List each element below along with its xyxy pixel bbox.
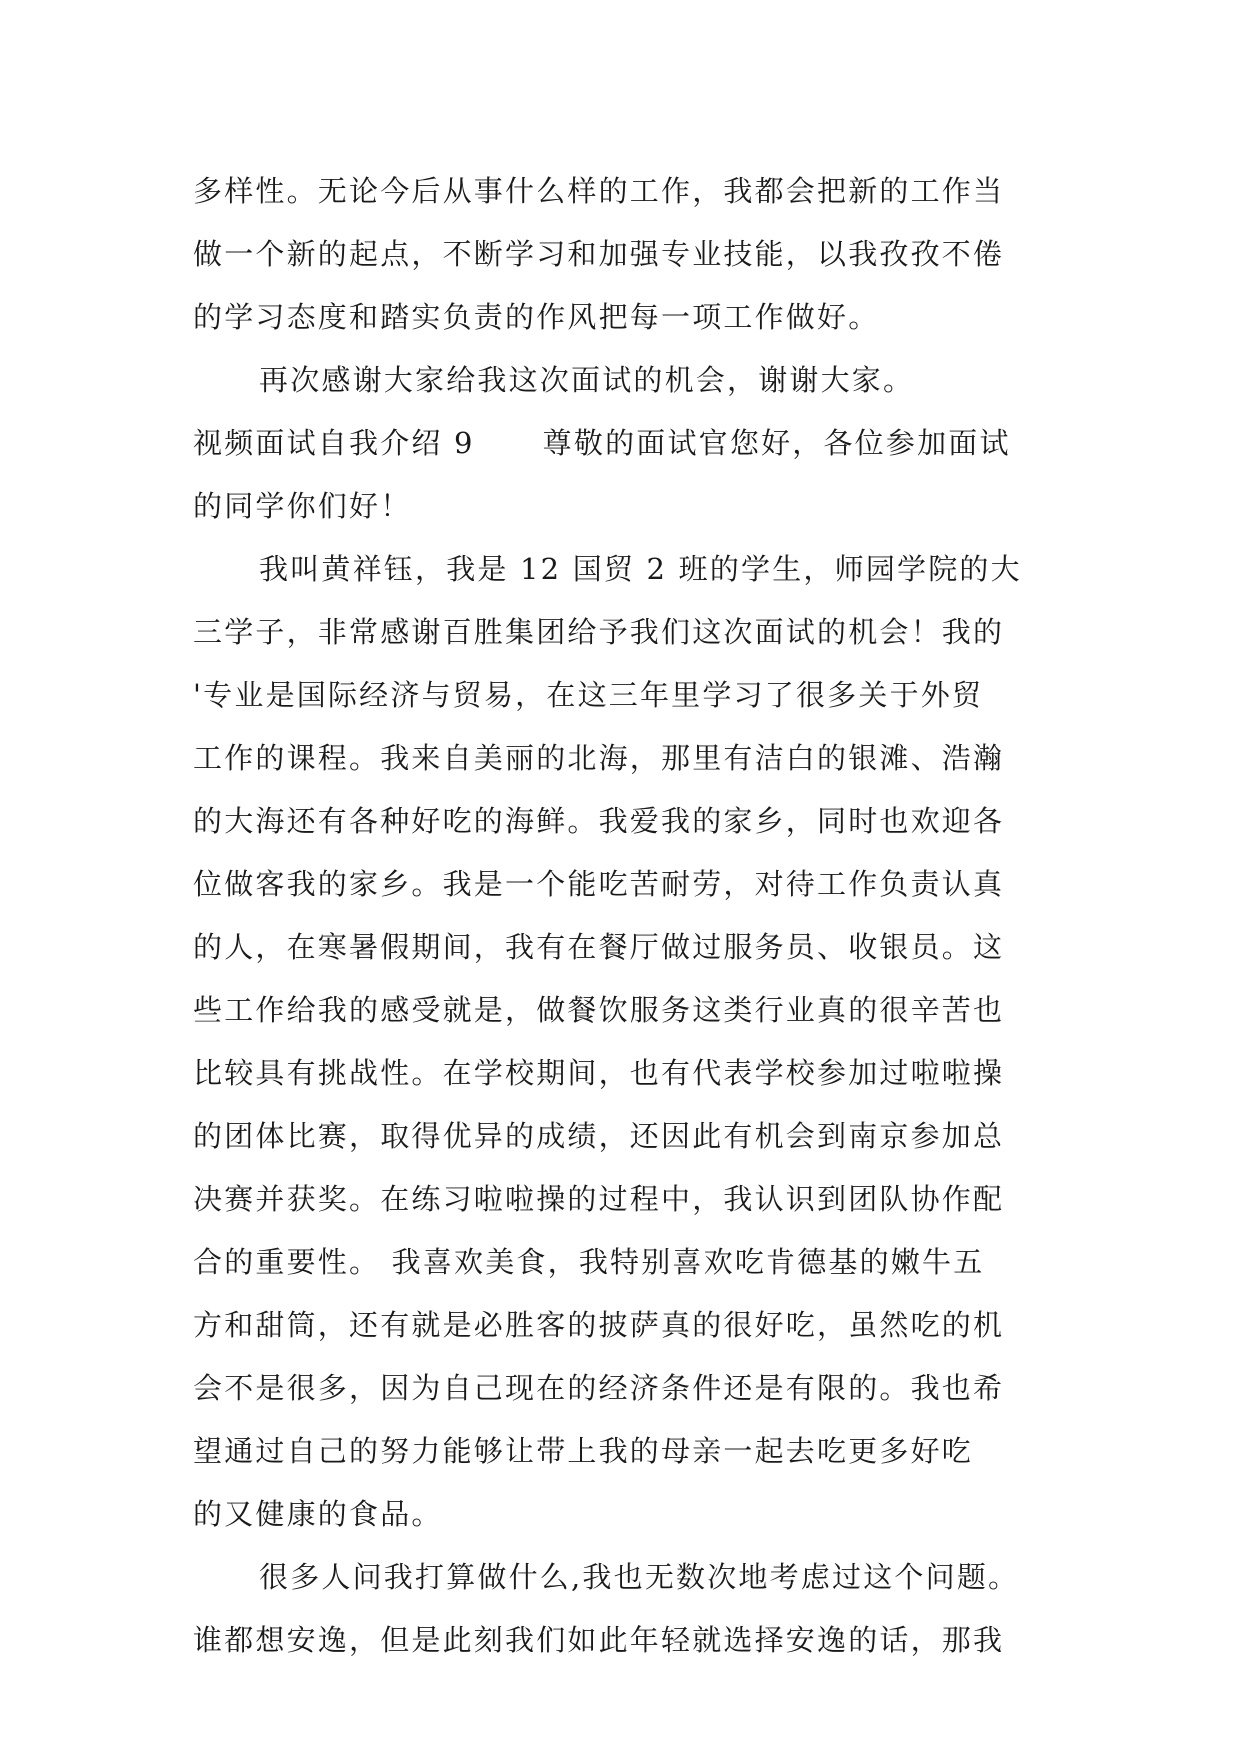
text-line: 的大海还有各种好吃的海鲜。我爱我的家乡，同时也欢迎各 xyxy=(193,804,1005,838)
text-line: 些工作给我的感受就是，做餐饮服务这类行业真的很辛苦也 xyxy=(193,993,1005,1027)
text-line: 谁都想安逸，但是此刻我们如此年轻就选择安逸的话，那我 xyxy=(193,1623,1005,1657)
text-line: 我叫黄祥钰，我是 12 国贸 2 班的学生，师园学院的大 xyxy=(259,552,1022,586)
text-line: 做一个新的起点，不断学习和加强专业技能，以我孜孜不倦 xyxy=(193,237,1005,271)
section-heading: 视频面试自我介绍 9 xyxy=(193,426,475,460)
text-line: 望通过自己的努力能够让带上我的母亲一起去吃更多好吃 xyxy=(193,1434,974,1468)
text-line: 的团体比赛，取得优异的成绩，还因此有机会到南京参加总 xyxy=(193,1119,1005,1153)
text-line: 多样性。无论今后从事什么样的工作，我都会把新的工作当 xyxy=(193,174,1005,208)
text-line: 三学子，非常感谢百胜集团给予我们这次面试的机会！我的 xyxy=(193,615,1005,649)
text-line: 位做客我的家乡。我是一个能吃苦耐劳，对待工作负责认真 xyxy=(193,867,1005,901)
text-line: 的同学你们好！ xyxy=(193,489,412,523)
text-line: 会不是很多，因为自己现在的经济条件还是有限的。我也希 xyxy=(193,1371,1005,1405)
text-line: 的人，在寒暑假期间，我有在餐厅做过服务员、收银员。这 xyxy=(193,930,1005,964)
heading-line xyxy=(193,412,1053,475)
text-line: 的学习态度和踏实负责的作风把每一项工作做好。 xyxy=(193,300,880,334)
text-line: 决赛并获奖。在练习啦啦操的过程中，我认识到团队协作配 xyxy=(193,1182,1005,1216)
text-line: '专业是国际经济与贸易，在这三年里学习了很多关于外贸 xyxy=(193,678,984,712)
text-line: 工作的课程。我来自美丽的北海，那里有洁白的银滩、浩瀚 xyxy=(193,741,1005,775)
text-line: 比较具有挑战性。在学校期间，也有代表学校参加过啦啦操 xyxy=(193,1056,1005,1090)
text-line: 方和甜筒，还有就是必胜客的披萨真的很好吃，虽然吃的机 xyxy=(193,1308,1005,1342)
text-line: 合的重要性。 我喜欢美食，我特别喜欢吃肯德基的嫩牛五 xyxy=(193,1245,985,1279)
text-line: 的又健康的食品。 xyxy=(193,1497,443,1531)
document-body xyxy=(193,160,1053,1672)
text-line: 很多人问我打算做什么,我也无数次地考虑过这个问题。 xyxy=(259,1560,1020,1594)
text-line: 再次感谢大家给我这次面试的机会，谢谢大家。 xyxy=(259,363,915,397)
greeting-text: 尊敬的面试官您好，各位参加面试 xyxy=(542,426,1011,460)
